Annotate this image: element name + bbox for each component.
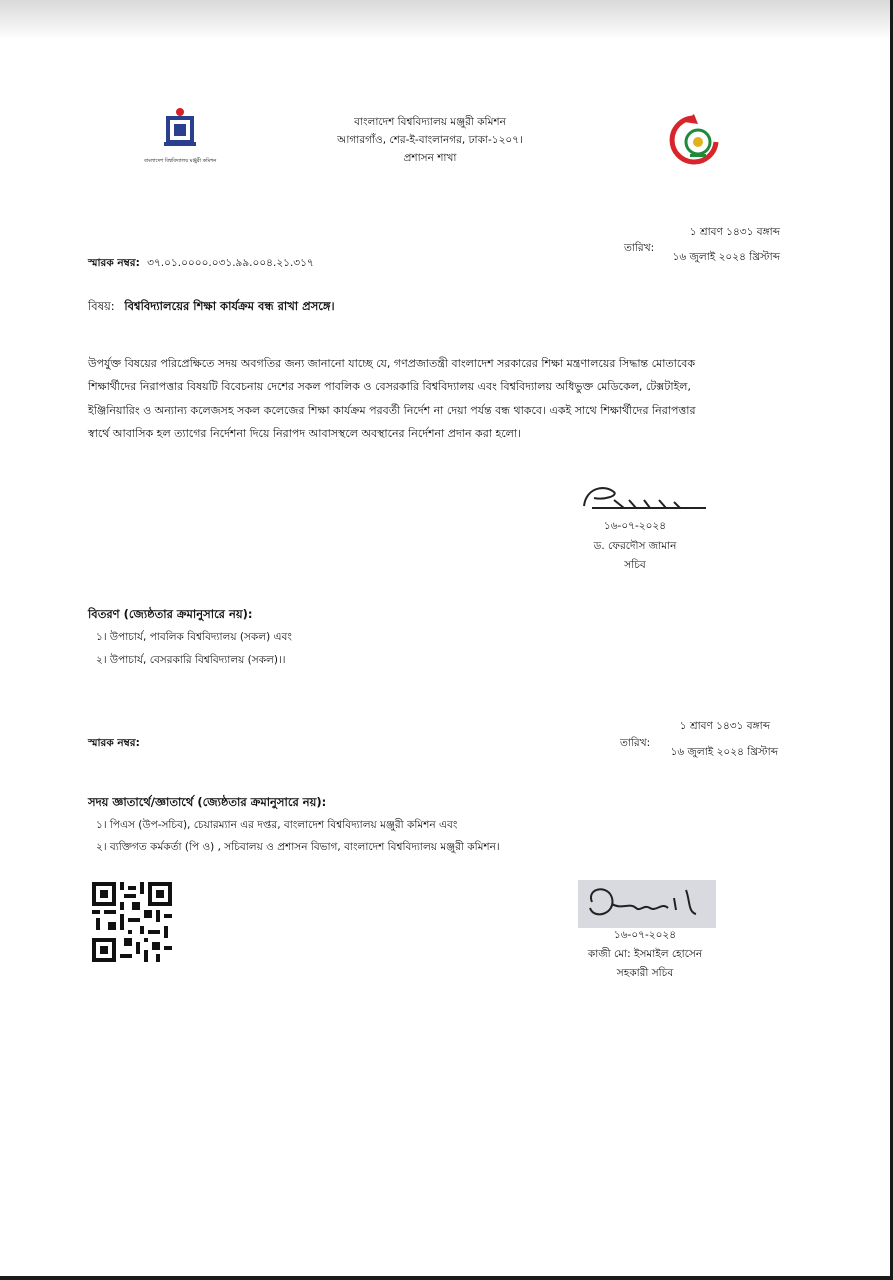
signatory2-name: কাজী মো: ইসমাইল হোসেন bbox=[587, 948, 703, 960]
ref-number: ৩৭.০১.০০০০.০৩১.৯৯.০০৪.২১.৩১৭ bbox=[147, 257, 314, 269]
info-copy-item: ২। ব্যক্তিগত কর্মকর্তা (পি ও) , সচিবালয় ও প্রশাসন বিভাগ, বাংলাদেশ বিশ্ববিদ্যালয় মঞ্জুরী কমিশন। bbox=[96, 841, 500, 853]
signatory1-name: ড. ফেরদৌস জামান bbox=[593, 540, 677, 552]
info-copy-heading: সদয় জ্ঞাতার্থে/জ্ঞাতার্থে (জ্যেষ্ঠতার ক্রমানুসারে নয়): bbox=[88, 795, 327, 809]
subject bbox=[88, 299, 335, 314]
qr-code-icon bbox=[92, 882, 172, 962]
signatory1-date: ১৬-০৭-২০২৪ bbox=[603, 520, 667, 532]
signatory2-date: ১৬-০৭-২০২৪ bbox=[613, 929, 677, 941]
date-gregorian-2: ১৬ জুলাই ২০২৪ খ্রিস্টাব্দ bbox=[670, 746, 778, 758]
date-label-2: তারিখ: bbox=[620, 737, 651, 749]
date-bangla-2: ১ শ্রাবণ ১৪৩১ বঙ্গাব্দ bbox=[679, 720, 770, 732]
distribution-item: ১। উপাচার্য, পাবলিক বিশ্ববিদ্যালয় (সকল) এবং bbox=[96, 631, 292, 643]
body-line: উপর্যুক্ত বিষয়ের পরিপ্রেক্ষিতে সদয় অবগতির জন্য জানানো যাচ্ছে যে, গণপ্রজাতন্ত্রী বাংলাদেশ সরকারের শিক্ষা মন্ত্রণালয়ের সিদ্ধান্ত মোতাবেক bbox=[88, 357, 696, 370]
date-bangla: ১ শ্রাবণ ১৪৩১ বঙ্গাব্দ bbox=[689, 226, 780, 238]
distribution-heading: বিতরণ (জ্যেষ্ঠতার ক্রমানুসারে নয়): bbox=[88, 607, 253, 621]
org-address: আগারগাঁও, শের-ই-বাংলানগর, ঢাকা-১২০৭। bbox=[337, 134, 523, 146]
info-copy-item: ১। পিএস (উপ-সচিব), চেয়ারম্যান এর দপ্তর, বাংলাদেশ বিশ্ববিদ্যালয় মঞ্জুরী কমিশন এবং bbox=[96, 819, 458, 831]
distribution-item: ২। উপাচার্য, বেসরকারি বিশ্ববিদ্যালয় (সকল)।। bbox=[96, 654, 286, 666]
signatory2-title: সহকারী সচিব bbox=[616, 967, 674, 979]
body-paragraph bbox=[88, 352, 781, 446]
scan-shadow bbox=[0, 0, 890, 40]
logo-caption: বাংলাদেশ বিশ্ববিদ্যালয় মঞ্জুরী কমিশন bbox=[144, 158, 217, 164]
date-gregorian: ১৬ জুলাই ২০২৪ খ্রিস্টাব্দ bbox=[672, 251, 780, 263]
branch-name: প্রশাসন শাখা bbox=[403, 152, 457, 164]
subject-label: বিষয়: bbox=[88, 299, 115, 313]
org-name: বাংলাদেশ বিশ্ববিদ্যালয় মঞ্জুরী কমিশন bbox=[354, 116, 506, 128]
emblem-icon bbox=[664, 110, 724, 170]
date-label: তারিখ: bbox=[624, 242, 655, 254]
ref-label: স্মারক নম্বর: bbox=[88, 257, 140, 269]
ref-label-2: স্মারক নম্বর: bbox=[88, 737, 140, 749]
memo-ref bbox=[88, 256, 314, 270]
letterhead bbox=[300, 113, 560, 167]
signatory1-title: সচিব bbox=[624, 559, 646, 571]
signature-icon bbox=[578, 880, 716, 928]
body-line: শিক্ষার্থীদের নিরাপত্তার বিষয়টি বিবেচনায় দেশের সকল পাবলিক ও বেসরকারি বিশ্ববিদ্যালয় এবং বিশ্ববিদ্যালয় অধিভুক্ত মেডিকেল, টেক্সটাইল, bbox=[88, 380, 691, 394]
body-line: ইঞ্জিনিয়ারিং ও অন্যান্য কলেজসহ সকল কলেজের শিক্ষা কার্যক্রম পরবর্তী নির্দেশ না দেয়া পর্যন্ত বন্ধ থাকবে। একই সাথে শিক্ষার্থীদের নিরাপত্তার bbox=[88, 403, 696, 417]
subject-text: বিশ্ববিদ্যালয়ের শিক্ষা কার্যক্রম বন্ধ রাখা প্রসঙ্গে। bbox=[124, 299, 335, 313]
signature-icon bbox=[574, 478, 714, 518]
body-line: স্বার্থে আবাসিক হল ত্যাগের নির্দেশনা দিয়ে নিরাপদ আবাসস্থলে অবস্থানের নির্দেশনা প্রদান করা হলো। bbox=[88, 427, 521, 441]
